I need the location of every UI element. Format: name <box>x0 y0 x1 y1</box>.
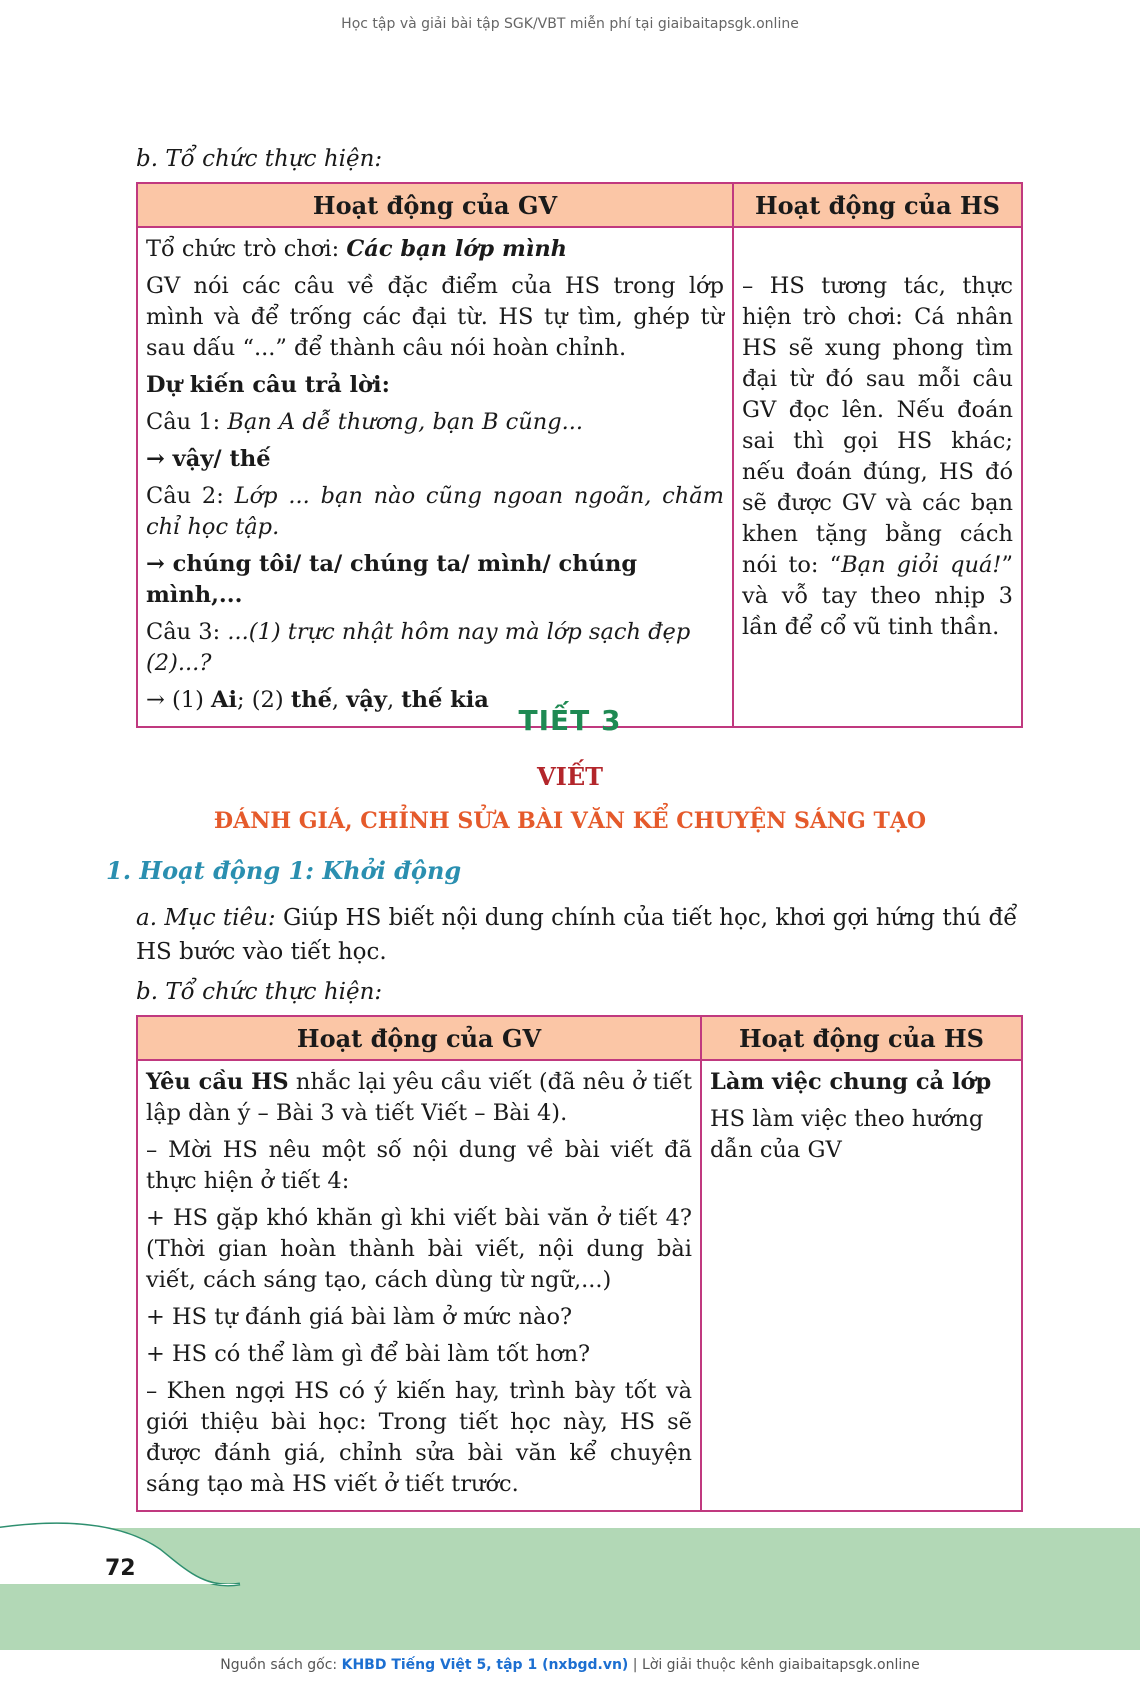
table-1-gv-cell <box>137 227 733 727</box>
question-self-assess: + HS tự đánh giá bài làm ở mức nào? <box>146 1304 573 1330</box>
footer-wave-decoration <box>0 1520 1140 1650</box>
table-2-hs-cell <box>701 1060 1022 1511</box>
expected-heading: Dự kiến câu trả lời: <box>146 372 390 398</box>
part-2-label: b. Tổ chức thực hiện: <box>136 979 383 1005</box>
request-line: Yêu cầu HS nhắc lại yêu cầu viết (đã nêu ở tiết lập dàn ý – Bài 3 và tiết Viết – Bài 4). <box>146 1069 692 1126</box>
answer-3: → (1) Ai; (2) thế, vậy, thế kia <box>146 687 489 713</box>
source-footer <box>0 1657 1140 1673</box>
footer-source: KHBD Tiếng Việt 5, tập 1 (nxbgd.vn) <box>341 1657 629 1673</box>
footer-suffix: | Lời giải thuộc kênh giaibaitapsgk.online <box>628 1657 920 1673</box>
table-1-hs-cell <box>733 227 1022 727</box>
hs-activity-text: – HS tương tác, thực hiện trò chơi: Cá nhân HS sẽ xung phong tìm đại từ đó sau mỗi câu GV đọc lên. Nếu đoán sai thì gọi HS khác; nếu đoán đúng, HS đó sẽ được GV và các bạn khen tặng bằng cách nói to: “Bạn giỏi quá!” và vỗ tay theo nhịp 3 lần để cổ vũ tinh thần. <box>742 273 1013 640</box>
question-3: Câu 3: ...(1) trực nhật hôm nay mà lớp sạch đẹp (2)...? <box>146 619 691 676</box>
goal-paragraph <box>136 901 1021 969</box>
question-difficulty: + HS gặp khó khăn gì khi viết bài văn ở tiết 4? (Thời gian hoàn thành bài viết, nội dung bài viết, cách sáng tạo, cách dùng từ ngữ,...) <box>146 1205 692 1293</box>
goal-label: a. Mục tiêu: <box>136 905 276 931</box>
part-1-label: b. Tổ chức thực hiện: <box>136 146 383 172</box>
answer-2: → chúng tôi/ ta/ chúng ta/ mình/ chúng mình,... <box>146 551 638 608</box>
activity-table-2 <box>136 1015 1023 1512</box>
part-2 <box>136 901 1021 1512</box>
table-1-header-gv: Hoạt động của GV <box>137 183 733 227</box>
game-intro: GV nói các câu về đặc điểm của HS trong lớp mình và để trống các đại từ. HS tự tìm, ghép từ sau dấu “...” để thành câu nói hoàn chỉnh. <box>146 273 724 361</box>
hs-heading: Làm việc chung cả lớp <box>710 1069 992 1095</box>
question-1: Câu 1: Bạn A dễ thương, bạn B cũng... <box>146 409 584 435</box>
game-line <box>146 234 724 265</box>
footer-prefix: Nguồn sách gốc: <box>220 1657 342 1673</box>
question-improve: + HS có thể làm gì để bài làm tốt hơn? <box>146 1341 591 1367</box>
hs-text: HS làm việc theo hướng dẫn của GV <box>710 1106 984 1163</box>
table-2-gv-cell <box>137 1060 701 1511</box>
goal-text: Giúp HS biết nội dung chính của tiết học, khơi gợi hứng thú để HS bước vào tiết học. <box>136 905 1018 965</box>
game-name: Các bạn lớp mình <box>346 236 568 262</box>
game-prefix: Tổ chức trò chơi: <box>146 236 347 262</box>
table-2-header-hs: Hoạt động của HS <box>701 1016 1022 1060</box>
lesson-subtitle: ĐÁNH GIÁ, CHỈNH SỬA BÀI VĂN KỂ CHUYỆN SÁNG TẠO <box>213 808 927 834</box>
answer-1: → vậy/ thế <box>146 446 271 472</box>
question-2: Câu 2: Lớp ... bạn nào cũng ngoan ngoãn, chăm chỉ học tập. <box>146 483 725 540</box>
page-number: 72 <box>105 1556 136 1581</box>
table-2-header-gv: Hoạt động của GV <box>137 1016 701 1060</box>
lesson-title: TIẾT 3 <box>518 704 622 737</box>
page-header-text: Học tập và giải bài tập SGK/VBT miễn phí tại giaibaitapsgk.online <box>341 16 799 32</box>
lesson-type-title: VIẾT <box>537 762 603 791</box>
activity-table-1 <box>136 182 1023 728</box>
part-1 <box>136 146 1021 728</box>
table-1-header-hs: Hoạt động của HS <box>733 183 1022 227</box>
section-heading: 1. Hoạt động 1: Khởi động <box>106 856 462 885</box>
praise-line: – Khen ngợi HS có ý kiến hay, trình bày tốt và giới thiệu bài học: Trong tiết học này, HS sẽ được đánh giá, chỉnh sửa bài văn kể chuyện sáng tạo mà HS viết ở tiết trước. <box>146 1378 692 1497</box>
invite-line: – Mời HS nêu một số nội dung về bài viết đã thực hiện ở tiết 4: <box>146 1137 692 1194</box>
